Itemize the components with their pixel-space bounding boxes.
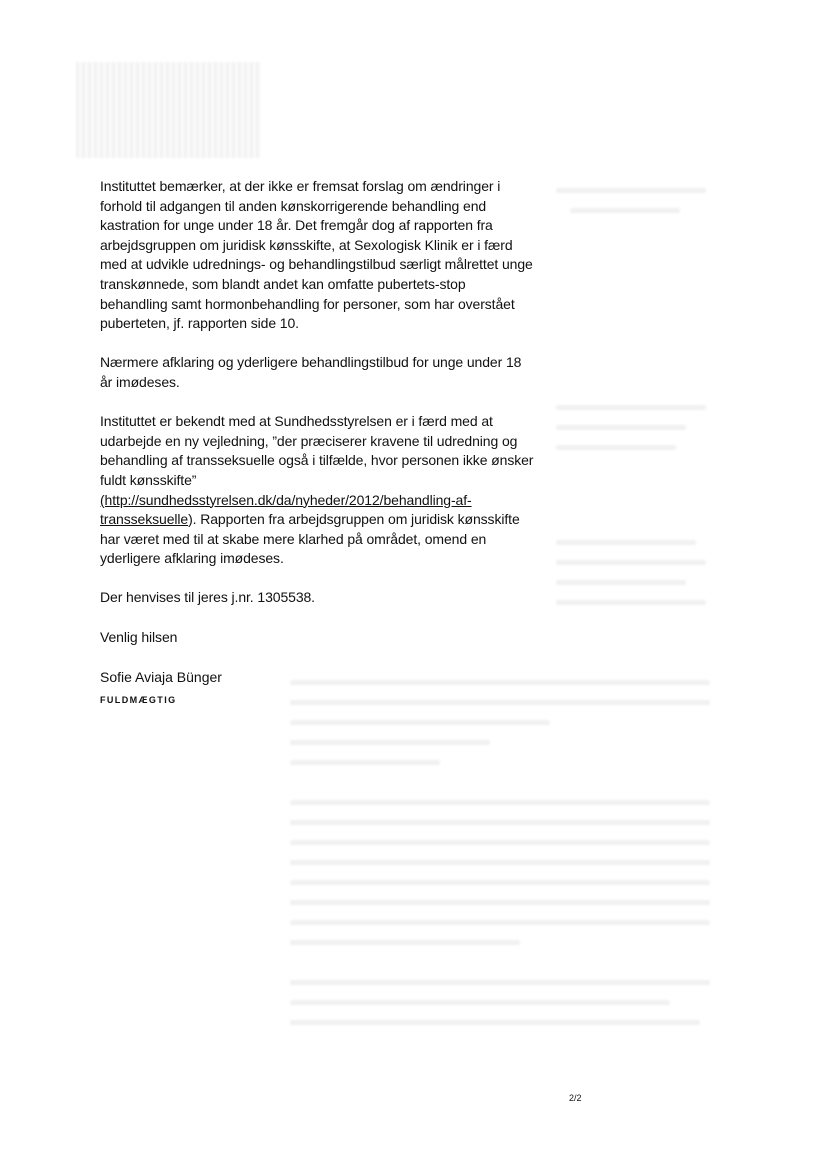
bleedthrough-line: [556, 580, 686, 585]
paragraph-treatment-note: [100, 177, 570, 334]
text-line: arbejdsgruppen om juridisk kønsskifte, at Sexologisk Klinik er i færd: [100, 236, 513, 253]
text-line: puberteten, jf. rapporten side 10.: [100, 315, 299, 332]
text-line: Nærmere afklaring og yderligere behandlingstilbud for unge under 18: [100, 354, 522, 371]
text-line: transkønnede, som blandt andet kan omfatte pubertets-stop: [100, 275, 466, 292]
text-line: [100, 491, 570, 511]
bleedthrough-line: [290, 680, 710, 685]
faint-logo-bleedthrough: [76, 62, 260, 158]
paragraph-reference: [100, 588, 570, 608]
bleedthrough-line: [556, 600, 706, 605]
text-line: [100, 510, 570, 530]
bleedthrough-line: [290, 920, 710, 925]
text-line: Venlig hilsen: [100, 628, 178, 645]
bleedthrough-line: [556, 188, 706, 193]
sundhedsstyrelsen-link-continuation[interactable]: transseksuelle: [100, 511, 189, 528]
bleedthrough-line: [290, 880, 710, 885]
text-line: år imødeses.: [100, 373, 180, 390]
bleedthrough-line: [570, 208, 680, 213]
bleedthrough-line: [556, 425, 686, 430]
signer-title: FULDMÆGTIG: [100, 695, 177, 705]
bleedthrough-line: [290, 840, 710, 845]
bleedthrough-line: [556, 540, 696, 545]
page-number: 2/2: [569, 1093, 582, 1103]
bleedthrough-line: [290, 940, 520, 945]
bleedthrough-line: [290, 700, 710, 705]
bleedthrough-line: [290, 740, 490, 745]
text-line: forhold til adgangen til anden kønskorrigerende behandling end: [100, 197, 487, 214]
bleedthrough-line: [290, 860, 710, 865]
bleedthrough-line: [556, 405, 706, 410]
text-line: Der henvises til jeres j.nr. 1305538.: [100, 589, 315, 606]
text-line: med at udvikle udrednings- og behandlingstilbud særligt målrettet unge: [100, 256, 533, 273]
bleedthrough-line: [290, 980, 710, 985]
bleedthrough-line: [290, 800, 710, 805]
text-line: behandling samt hormonbehandling for personer, som har overstået: [100, 295, 515, 312]
text-line: Instituttet er bekendt med at Sundhedsstyrelsen er i færd med at: [100, 413, 493, 430]
signature-block: [100, 668, 222, 705]
text-line: har været med til at skabe mere klarhed på området, omend en: [100, 530, 487, 547]
text-line: fuldt kønsskifte”: [100, 471, 197, 488]
bleedthrough-line: [290, 1000, 670, 1005]
text-line: yderligere afklaring imødeses.: [100, 550, 284, 567]
bleedthrough-line: [556, 560, 706, 565]
text-line: Instituttet bemærker, at der ikke er fremsat forslag om ændringer i: [100, 178, 501, 194]
bleedthrough-line: [556, 445, 676, 450]
bleedthrough-line: [290, 820, 710, 825]
text-after-link: ). Rapporten fra arbejdsgruppen om juridisk kønsskifte: [188, 511, 520, 528]
bleedthrough-line: [290, 1020, 700, 1025]
letter-body: [100, 177, 570, 667]
closing-greeting: [100, 628, 570, 648]
bleedthrough-line: [290, 760, 440, 765]
paragraph-guidance-note: [100, 412, 570, 569]
bleedthrough-line: [290, 720, 550, 725]
paragraph-clarification-request: [100, 353, 570, 392]
text-line: behandling af transseksuelle også i tilfælde, hvor personen ikke ønsker: [100, 452, 534, 469]
signer-name: Sofie Aviaja Bünger: [100, 669, 222, 685]
text-line: kastration for unge under 18 år. Det fremgår dog af rapporten fra: [100, 217, 493, 234]
text-line: udarbejde en ny vejledning, ”der præciserer kravene til udredning og: [100, 432, 518, 449]
bleedthrough-line: [290, 900, 710, 905]
sundhedsstyrelsen-link[interactable]: (http://sundhedsstyrelsen.dk/da/nyheder/2012/behandling-af-: [100, 491, 472, 508]
